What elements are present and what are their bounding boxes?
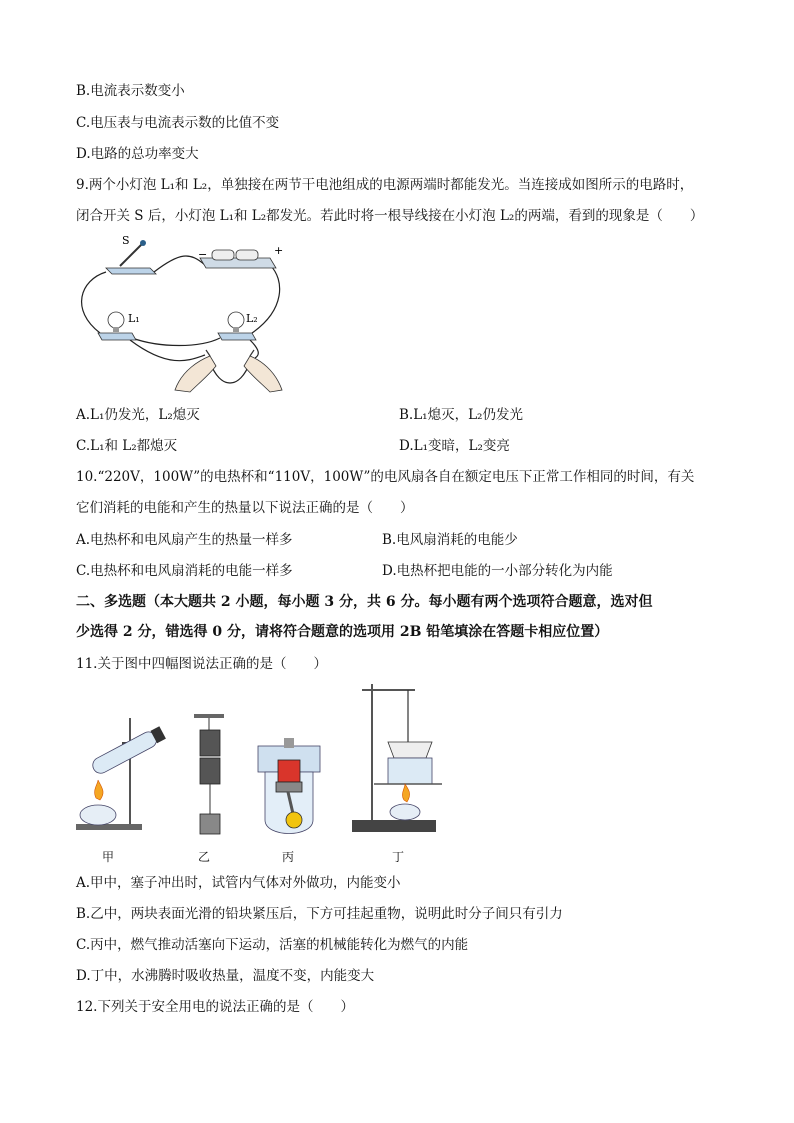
switch-label: S	[122, 234, 130, 247]
q9-stem-line2: 闭合开关 S 后，小灯泡 L₁和 L₂都发光。若此时将一根导线接在小灯泡 L₂的两端，看到的现象是（ ）	[76, 208, 704, 224]
left-hand-icon	[175, 356, 216, 392]
q10-stem-line2: 它们消耗的电能和产生的热量以下说法正确的是（ ）	[76, 500, 414, 516]
q9-option-b: B.L₁熄灭，L₂仍发光	[399, 407, 523, 423]
q11-option-c: C.丙中，燃气推动活塞向下运动，活塞的机械能转化为燃气的内能	[76, 937, 469, 953]
q10-stem-line1: 10.“220V，100W”的电热杯和“110V，100W”的电风扇各自在额定电压下正常工作相同的时间，有关	[76, 469, 695, 485]
q11-stem: 11.关于图中四幅图说法正确的是（ ）	[76, 656, 327, 672]
section2-heading-line1: 二、多选题（本大题共 2 小题，每小题 3 分，共 6 分。每小题有两个选项符合题意，选对但	[76, 594, 653, 610]
switch-base	[106, 268, 156, 274]
q8-option-d: D.电路的总功率变大	[76, 146, 199, 162]
q10-option-c: C.电热杯和电风扇消耗的电能一样多	[76, 563, 293, 579]
lamp-l2-icon	[228, 312, 244, 328]
caption-bing: 丙	[282, 850, 295, 864]
section2-heading-line2: 少选得 2 分，错选得 0 分，请将符合题意的选项用 2B 铅笔填涂在答题卡相应位置）	[76, 624, 609, 640]
svg-text:−: −	[198, 248, 208, 261]
caption-yi: 乙	[198, 850, 211, 864]
q9-option-d: D.L₁变暗，L₂变亮	[399, 438, 510, 454]
switch-lever	[120, 244, 142, 266]
lamp-l1-icon	[108, 312, 124, 328]
caption-jia: 甲	[102, 850, 115, 864]
q11-option-b: B.乙中，两块表面光滑的铅块紧压后，下方可挂起重物，说明此时分子间只有引力	[76, 906, 563, 922]
q12-stem: 12.下列关于安全用电的说法正确的是（ ）	[76, 999, 354, 1015]
flame-icon	[402, 784, 409, 802]
caption-ding: 丁	[392, 850, 405, 864]
figure-jia	[76, 718, 166, 830]
q9-option-a: A.L₁仍发光，L₂熄灭	[76, 407, 200, 423]
q11-option-d: D.丁中，水沸腾时吸收热量，温度不变，内能变大	[76, 968, 375, 984]
circuit-figure	[70, 230, 300, 396]
q8-option-c: C.电压表与电流表示数的比值不变	[76, 115, 280, 131]
q10-option-a: A.电热杯和电风扇产生的热量一样多	[76, 532, 293, 548]
q9-option-c: C.L₁和 L₂都熄灭	[76, 438, 178, 454]
q9-stem-line1: 9.两个小灯泡 L₁和 L₂，单独接在两节干电池组成的电源两端时都能发光。当连接成如图所示的电路时，	[76, 177, 694, 193]
q8-option-b: B.电流表示数变小	[76, 83, 185, 99]
right-hand-icon	[244, 356, 282, 392]
q11-option-a: A.甲中，塞子冲出时，试管内气体对外做功，内能变小	[76, 875, 401, 891]
figure-ding	[352, 684, 442, 832]
q11-figures	[70, 680, 450, 845]
svg-text:L₂: L₂	[246, 312, 258, 325]
figure-bing	[258, 738, 320, 834]
flame-icon	[95, 780, 103, 800]
svg-text:L₁: L₁	[128, 312, 140, 325]
svg-text:+: +	[274, 244, 284, 257]
figure-yi	[194, 714, 224, 834]
q10-option-d: D.电热杯把电能的一小部分转化为内能	[382, 563, 613, 579]
q10-option-b: B.电风扇消耗的电能少	[382, 532, 518, 548]
